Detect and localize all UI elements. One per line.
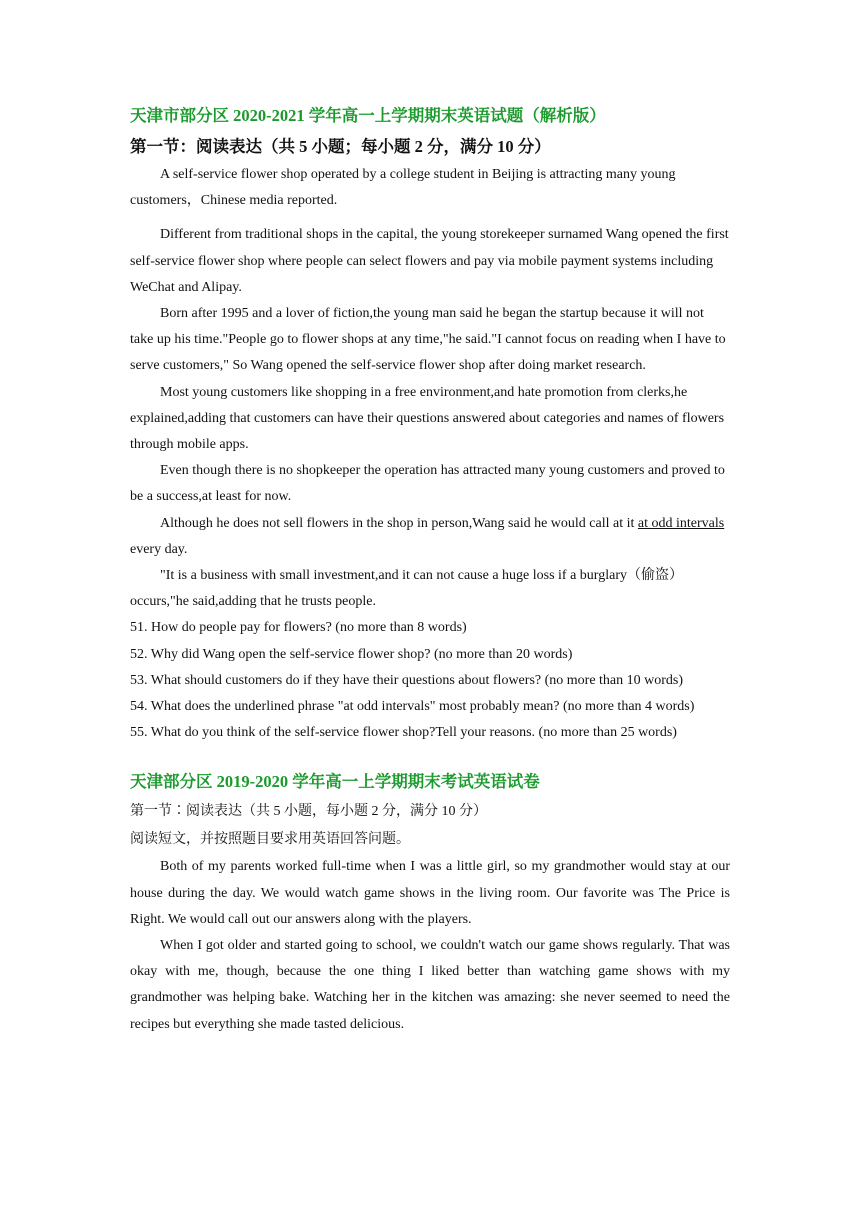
section2-instruction: 阅读短文，并按照题目要求用英语回答问题。	[130, 832, 410, 848]
spacer	[130, 746, 730, 766]
passage2-paragraph-1: Both of my parents worked full-time when I was a little girl, so my grandmother would stay at our house during the day. We would watch game shows in the living room. Our favorite was The Price is Right. We would call out our answers along with the players.	[130, 859, 730, 927]
passage1-paragraph-2: Different from traditional shops in the capital, the young storekeeper surnamed Wang opened the first self-service flower shop where people can select flowers and pay via mobile payment systems including WeChat and Alipay.	[130, 227, 729, 295]
passage1-p1-comma: ，	[186, 193, 201, 209]
underlined-phrase: at odd intervals	[637, 515, 725, 531]
passage1-p6-end: every day.	[130, 541, 188, 557]
passage1-paragraph-3: Born after 1995 and a lover of fiction,the young man said he began the startup because it will not take up his time."People go to flower shops at any time,"he said."I cannot focus on reading when I have to serve customers," So Wang opened the self-service flower shop after doing market research.	[130, 306, 726, 374]
question-52: 52. Why did Wang open the self-service flower shop? (no more than 20 words)	[130, 646, 573, 662]
spacer	[130, 214, 730, 222]
passage1-paragraph-5: Even though there is no shopkeeper the operation has attracted many young customers and proved to be a success,at least for now.	[130, 463, 725, 505]
passage2-paragraph-2: When I got older and started going to school, we couldn't watch our game shows regularly. That was okay with me, though, because the one thing I liked better than watching game shows with my grandmother was helping bake. Watching her in the kitchen was amazing: she never seemed to need the recipes but everything she made tasted delicious.	[130, 938, 730, 1032]
passage1-paragraph-6	[130, 511, 730, 563]
passage1-p6-start: Although he does not sell flowers in the shop in person,Wang said he would call at it	[160, 515, 635, 531]
question-53: 53. What should customers do if they have their questions about flowers? (no more than 10 words)	[130, 672, 684, 688]
section1-heading: 第一节：阅读表达（共 5 小题；每小题 2 分，满分 10 分）	[130, 137, 551, 156]
question-55: 55. What do you think of the self-service flower shop?Tell your reasons. (no more than 25 words)	[130, 725, 677, 741]
passage1-paragraph-7: "It is a business with small investment,and it can not cause a huge loss if a burglary（偷盗）occurs,"he said,adding that he trusts people.	[130, 568, 683, 610]
passage1-paragraph-4: Most young customers like shopping in a free environment,and hate promotion from clerks,he explained,adding that customers can have their questions answered about categories and names of flowers through mobile apps.	[130, 384, 725, 453]
passage1-paragraph-1	[130, 162, 730, 214]
section2-heading: 第一节∶阅读表达（共 5 小题，每小题 2 分，满分 10 分）	[130, 804, 487, 820]
passage1-p1-end: Chinese media reported.	[200, 193, 338, 209]
section2-title: 天津部分区 2019-2020 学年高一上学期期末考试英语试卷	[130, 772, 540, 792]
question-51: 51. How do people pay for flowers? (no more than 8 words)	[130, 620, 467, 636]
document-page	[130, 100, 730, 1038]
question-54: 54. What does the underlined phrase "at odd intervals" most probably mean? (no more than 4 words)	[130, 699, 695, 715]
passage1-p1-text: A self-service flower shop operated by a college student in Beijing is attracting many young customers	[130, 167, 676, 209]
section1-title: 天津市部分区 2020-2021 学年高一上学期期末英语试题（解析版）	[130, 106, 606, 125]
